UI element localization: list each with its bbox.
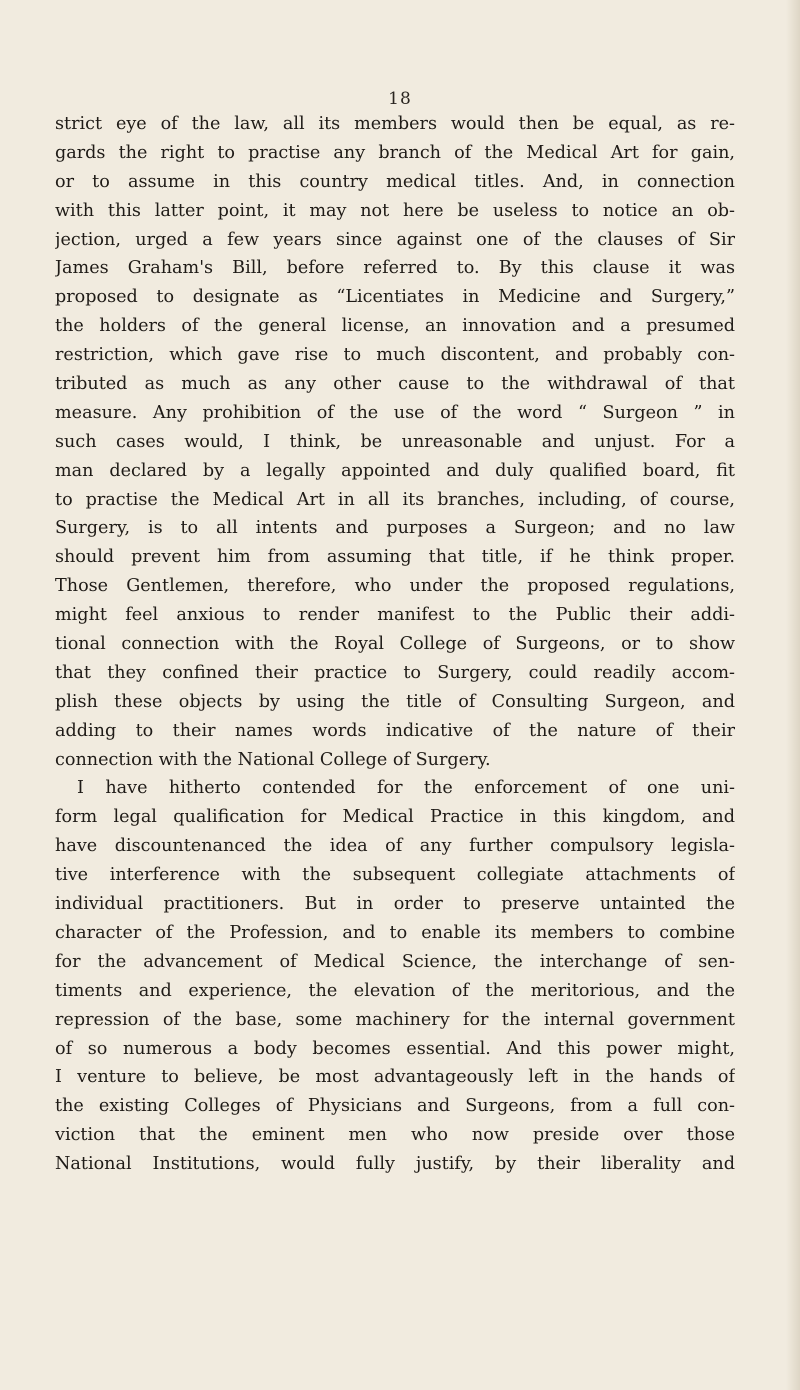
body-text [55,110,735,1179]
text-line: Surgery, is to all intents and purposes a Surgeon; and no law [55,518,735,539]
text-line: character of the Profession, and to enable its members to combine [55,922,735,943]
text-line: form legal qualification for Medical Practice in this kingdom, and [55,807,735,828]
text-line: adding to their names words indicative of the nature of their [55,720,735,741]
page-number: 18 [388,89,412,109]
text-line: National Institutions, would fully justify, by their liberality and [55,1154,735,1175]
text-line: Those Gentlemen, therefore, who under the proposed regulations, [55,576,735,597]
text-line: repression of the base, some machinery for the internal government [55,1009,735,1030]
text-line: or to assume in this country medical titles. And, in connection [55,171,735,192]
text-line: have discountenanced the idea of any further compulsory legisla- [55,836,735,857]
text-line: proposed to designate as “Licentiates in Medicine and Surgery,” [55,287,735,308]
text-line: the holders of the general license, an innovation and a presumed [55,316,735,337]
text-line: man declared by a legally appointed and duly qualified board, fit [55,460,735,481]
text-line: such cases would, I think, be unreasonable and unjust. For a [55,431,735,452]
text-line: that they confined their practice to Surgery, could readily accom- [55,662,735,683]
text-line: plish these objects by using the title of Consulting Surgeon, and [55,691,735,712]
text-line: I venture to believe, be most advantageously left in the hands of [55,1067,735,1088]
text-line: James Graham's Bill, before referred to. By this clause it was [55,258,735,279]
page-edge-shadow [786,0,800,1390]
text-line: of so numerous a body becomes essential. And this power might, [55,1038,735,1059]
text-line: tional connection with the Royal College of Surgeons, or to show [55,634,735,655]
text-line: with this latter point, it may not here be useless to notice an ob- [55,200,735,221]
text-line: tive interference with the subsequent collegiate attachments of [55,865,735,886]
text-line: to practise the Medical Art in all its branches, including, of course, [55,489,735,510]
text-line: tributed as much as any other cause to the withdrawal of that [55,374,735,395]
text-line: viction that the eminent men who now preside over those [55,1125,735,1146]
text-line: restriction, which gave rise to much discontent, and probably con- [55,345,735,366]
text-line: might feel anxious to render manifest to the Public their addi- [55,605,735,626]
text-line: for the advancement of Medical Science, the interchange of sen- [55,951,735,972]
paragraph-end-line: connection with the National College of Surgery. [55,749,491,770]
text-line: the existing Colleges of Physicians and Surgeons, from a full con- [55,1096,735,1117]
text-line: should prevent him from assuming that title, if he think proper. [55,547,735,568]
text-line: strict eye of the law, all its members would then be equal, as re- [55,114,735,134]
text-line: timents and experience, the elevation of the meritorious, and the [55,980,735,1001]
text-line: gards the right to practise any branch of the Medical Art for gain, [55,142,735,163]
text-line: individual practitioners. But in order to preserve untainted the [55,894,735,915]
paragraph-start-line: I have hitherto contended for the enforcement of one uni- [77,778,735,799]
text-line: measure. Any prohibition of the use of the word “ Surgeon ” in [55,402,735,423]
text-line: jection, urged a few years since against one of the clauses of Sir [55,229,735,250]
